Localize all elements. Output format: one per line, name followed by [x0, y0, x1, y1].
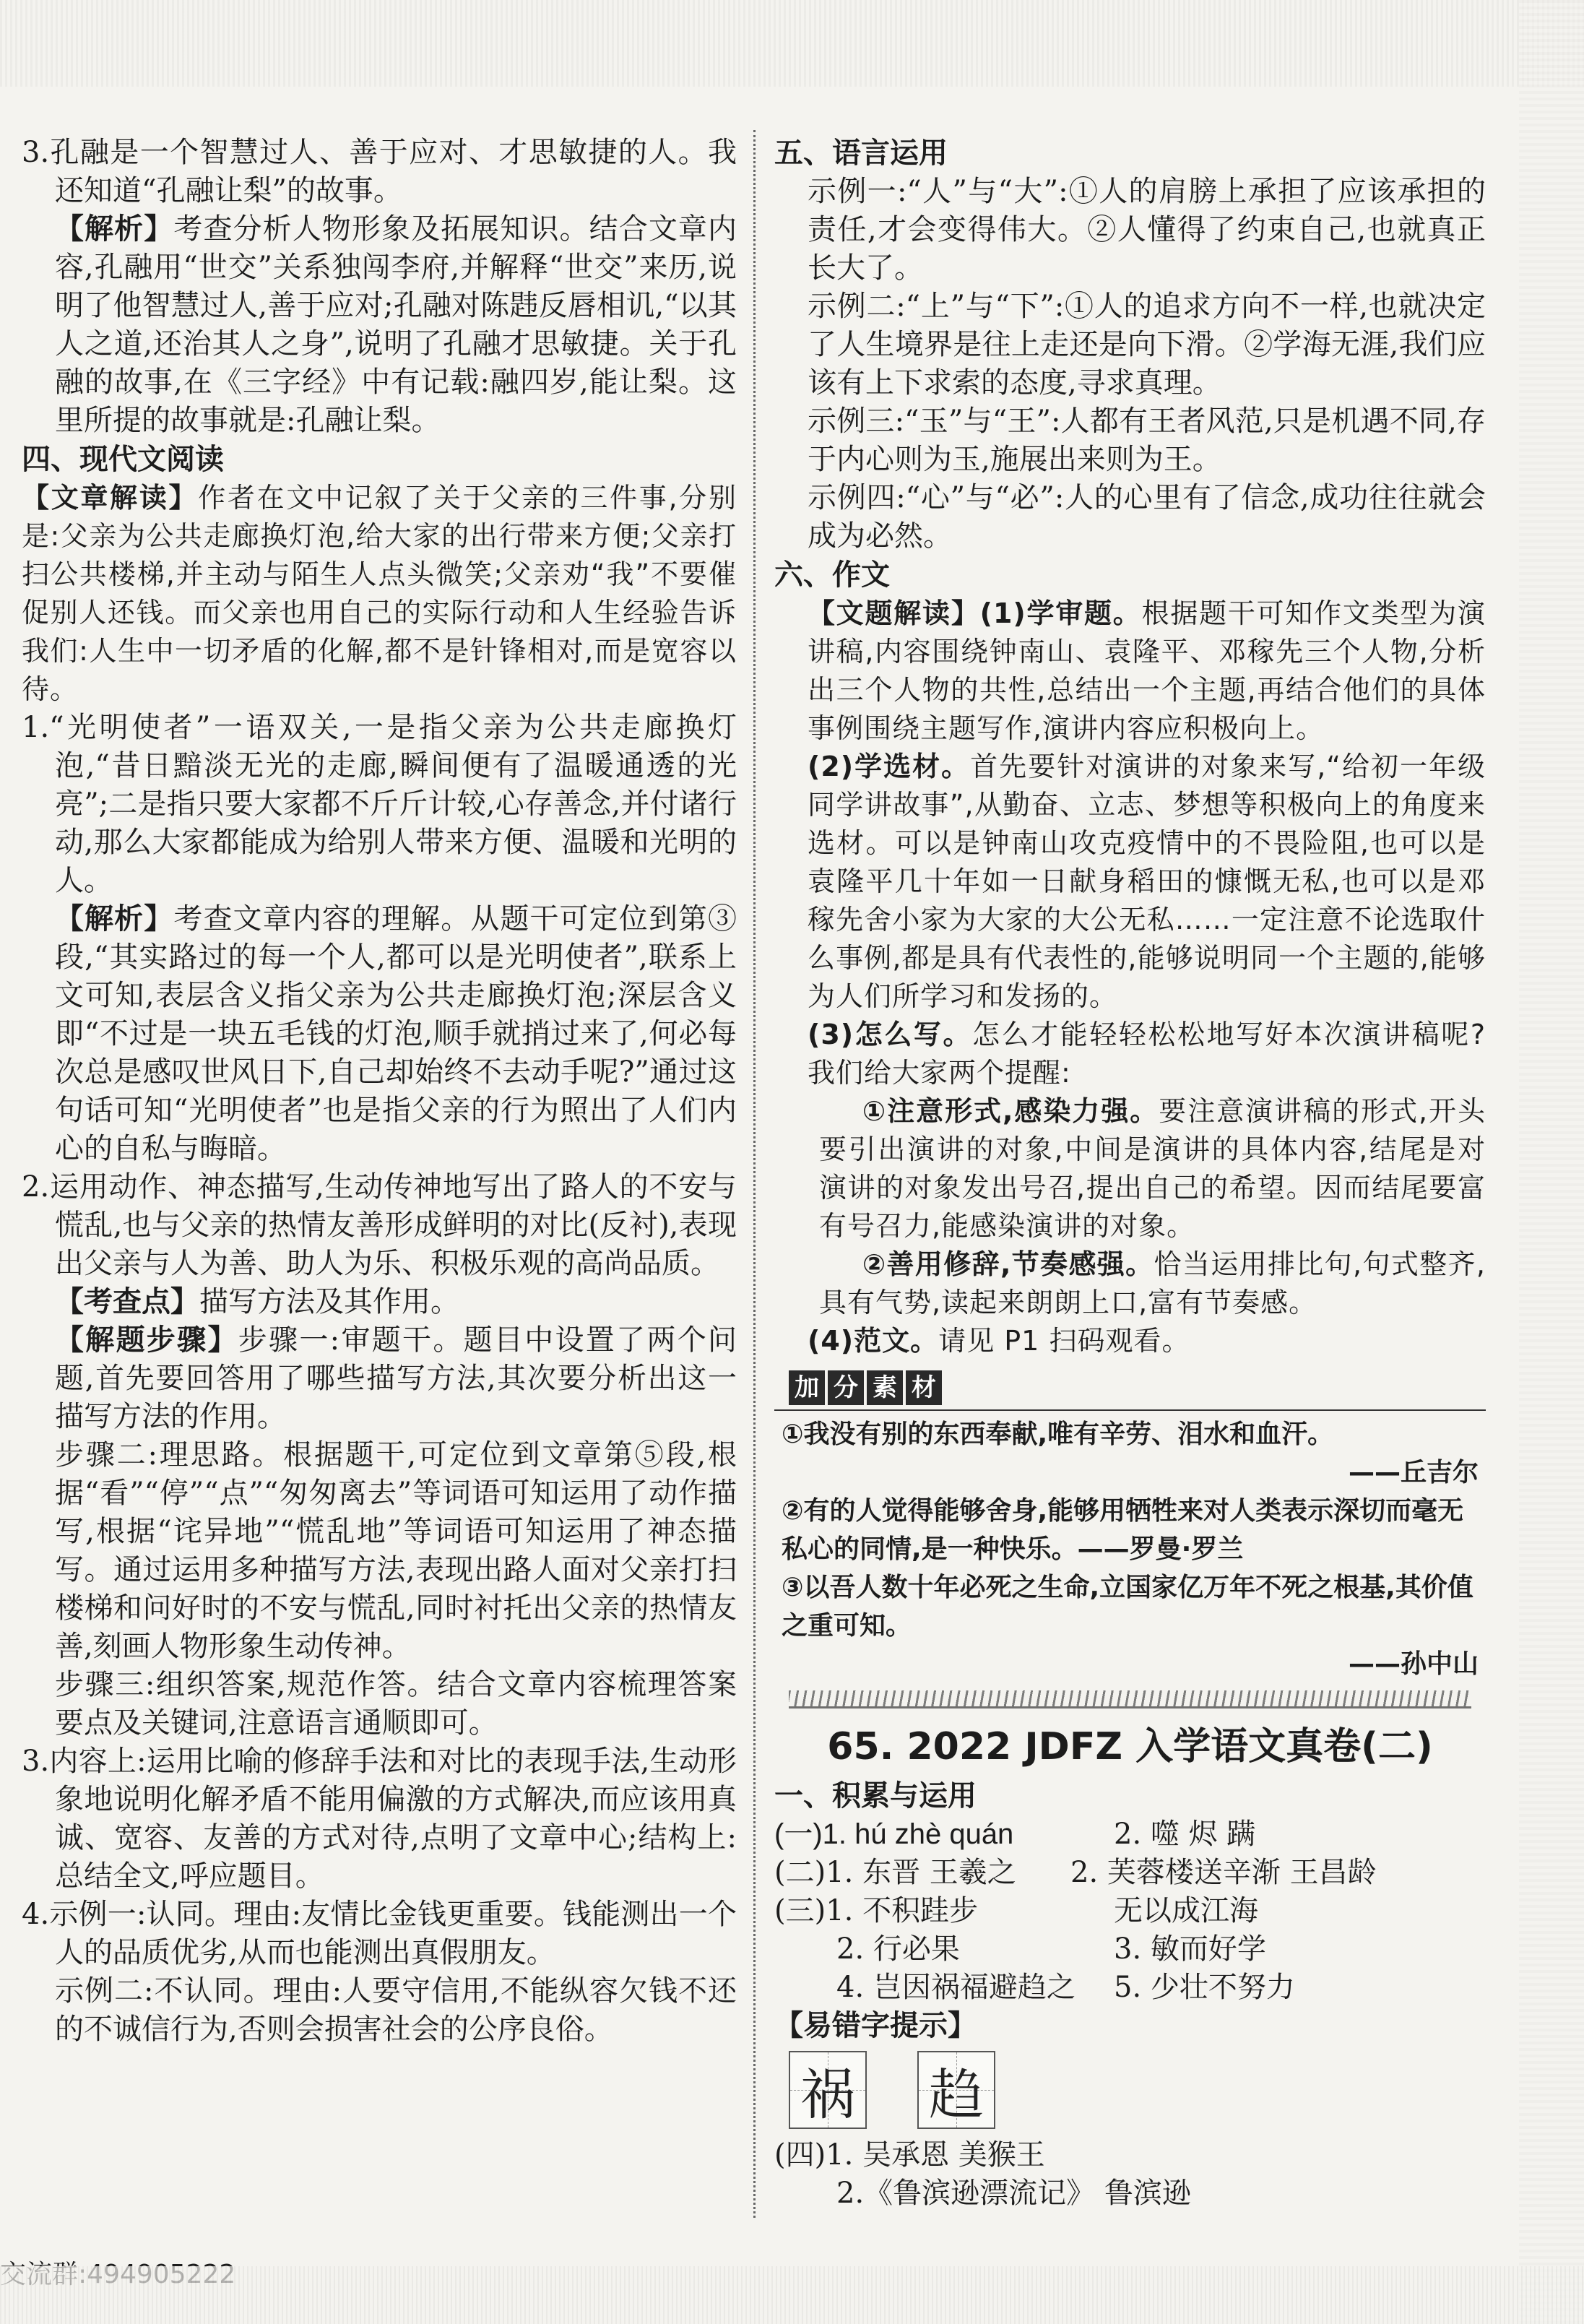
answer-4: 4.示例一:认同。理由:友情比金钱更重要。钱能测出一个人的品质优劣,从而也能测出真假朋友。 [22, 1898, 737, 1969]
example-1: 示例一:“人”与“大”:①人的肩膀上承担了应该承担的责任,才会变得伟大。②人懂得了约束自己,也就真正长大了。 [808, 175, 1486, 285]
answer-row-2 [774, 1854, 1486, 1892]
essay-step-1 [774, 595, 1486, 748]
answer-row-6 [774, 2136, 1486, 2174]
scan-noise-top [0, 0, 1584, 87]
answer-2-point [22, 1283, 737, 1321]
example-4: 示例四:“心”与“必”:人的心里有了信念,成功往往就会成为必然。 [808, 481, 1486, 553]
essay-step-3a-text: 要注意演讲稿的形式,开头要引出演讲的对象,中间是演讲的具体内容,结尾是对演讲的对象发出号召,提出自己的希望。因而结尾要富有号召力,能感染演讲的对象。 [819, 1095, 1486, 1242]
essay-step-3b [774, 1245, 1486, 1322]
answer-1: 1.“光明使者”一语双关,一是指父亲为公共走廊换灯泡,“昔日黯淡无光的走廊,瞬间便有了温暖通透的光亮”;二是指只要大家都不斤斤计较,心存善念,并付诸行动,那么大家都能成为给别人带来方便、温暖和光明的人。 [22, 711, 737, 897]
pinyin-answer: (一)1. hú zhè quán [774, 1818, 1014, 1850]
answer-3-analysis [22, 210, 737, 440]
essay-tag: 【文题解读】 [808, 597, 980, 629]
example-3: 示例三:“玉”与“王”:人都有王者风范,只是机遇不同,存于内心则为玉,施展出来则为王。 [808, 405, 1486, 476]
answer-row-4 [774, 1930, 1486, 1969]
fill-answer-1: (三)1. 不积跬步 [774, 1894, 979, 1927]
fill-answer-2: 2. 行必果 [836, 1932, 960, 1966]
literature-answer-1: (四)1. 吴承恩 美猴王 [774, 2138, 1045, 2172]
fill-answer-5: 5. 少壮不努力 [1114, 1971, 1295, 2004]
essay-step-3-text: 怎么才能轻轻松松地写好本次演讲稿呢?我们给大家两个提醒: [808, 1019, 1486, 1089]
steps-text-1: 步骤一:审题干。题目中设置了两个问题,首先要回答用了哪些描写方法,其次要分析出这一描写方法的作用。 [55, 1323, 737, 1433]
analysis-tag: 【解析】 [55, 902, 174, 936]
essay-step-1-head: (1)学审题。 [979, 597, 1142, 629]
scan-edge-right [1519, 0, 1584, 2324]
quote-3-author: ——孙中山 [1348, 1649, 1479, 1679]
char-huo: 祸 [800, 2062, 855, 2127]
poem-answer: 2. 芙蓉楼送辛渐 王昌龄 [1070, 1856, 1377, 1889]
essay-step-3 [774, 1016, 1486, 1092]
essay-step-1-text: 根据题干可知作文类型为演讲稿,内容围绕钟南山、袁隆平、邓稼先三个人物,分析出三个人物的共性,总结出一个主题,再结合他们的具体事例围绕主题写作,演讲内容应积极向上。 [808, 597, 1486, 744]
quote-1: ①我没有别的东西奉献,唯有辛劳、泪水和血汗。 [782, 1420, 1334, 1449]
analysis-text: 考查文章内容的理解。从题干可定位到第③段,“其实路过的每一个人,都可以是光明使者”,联系上文可知,表层含义指父亲为公共走廊换灯泡;深层含义即“不过是一块五毛钱的灯泡,顺手就捎过来了,何必每次总是感叹世风日下,自己却始终不去动手呢?”通过这句话可知“光明使者”也是指父亲的行为照出了人们内心的自私与晦暗。 [55, 902, 737, 1165]
fill-answer-3: 3. 敏而好学 [1114, 1932, 1266, 1966]
answer-2-steps-2: 步骤二:理思路。根据题干,可定位到文章第⑤段,根据“看”“停”“点”“匆匆离去”等词语可知运用了动作描写,根据“诧异地”“慌乱地”等词语可知运用了神态描写。通过运用多种描写方法,表现出路人面对父亲打扫楼梯和问好时的不安与慌乱,同时衬托出父亲的热情友善,刻画人物形象生动传神。 [55, 1438, 737, 1663]
column-divider [753, 130, 756, 2218]
answer-2: 2.运用动作、神态描写,生动传神地写出了路人的不安与慌乱,也与父亲的热情友善形成鲜明的对比(反衬),表现出父亲与人为善、助人为乐、积极乐观的高尚品质。 [22, 1170, 737, 1280]
point-text: 描写方法及其作用。 [199, 1285, 459, 1318]
error-char-tip-heading: 【易错字提示】 [774, 2009, 977, 2042]
scan-noise-bottom [0, 2266, 1584, 2324]
article-interpretation [22, 479, 737, 709]
answer-3: 3.内容上:运用比喻的修辞手法和对比的表现手法,生动形象地说明化解矛盾不能用偏激的方式解决,而应该用真诚、宽容、友善的方式对待,点明了文章中心;结构上:总结全文,呼应题目。 [22, 1745, 737, 1893]
answer-row-5 [774, 1969, 1486, 2007]
analysis-text: 考查分析人物形象及拓展知识。结合文章内容,孔融用“世交”关系独闯李府,并解释“世交”来历,说明了他智慧过人,善于应对;孔融对陈韪反唇相讥,“以其人之道,还治其人之身”,说明了孔融才思敏捷。关于孔融的故事,在《三字经》中有记载:融四岁,能让梨。这里所提的故事就是:孔融让梨。 [55, 212, 737, 437]
char-qu: 趋 [929, 2062, 984, 2127]
bonus-material-banner [789, 1370, 1486, 1405]
quote-1-author: ——丘吉尔 [1348, 1458, 1479, 1487]
example-2: 示例二:“上”与“下”:①人的追求方向不一样,也就决定了人生境界是往上走还是向下滑。②学海无涯,我们应该有上下求索的态度,寻求真理。 [808, 290, 1486, 399]
essay-step-3a [774, 1092, 1486, 1245]
left-column [22, 134, 737, 2049]
bonus-char-4: 材 [906, 1370, 942, 1405]
answer-row-1 [774, 1815, 1486, 1854]
answer-4-example-2: 示例二:不认同。理由:人要守信用,不能纵容欠钱不还的不诚信行为,否则会损害社会的公序良俗。 [55, 1974, 737, 2046]
analysis-tag: 【解析】 [55, 212, 174, 246]
quote-3: ③以吾人数十年必死之生命,立国家亿万年不死之根基,其价值之重可知。 [782, 1573, 1473, 1641]
answer-3-kongrong: 3.孔融是一个智慧过人、善于应对、才思敏捷的人。我还知道“孔融让梨”的故事。 [22, 136, 737, 207]
essay-step-3b-head: ②善用修辞,节奏感强。 [862, 1248, 1154, 1280]
error-char-boxes [789, 2051, 1486, 2129]
bonus-char-2: 分 [828, 1370, 864, 1405]
essay-step-2-head: (2)学选材。 [808, 751, 971, 782]
answer-1-analysis [22, 900, 737, 1168]
article-interpretation-tag: 【文章解读】 [22, 482, 199, 514]
essay-step-3-head: (3)怎么写。 [808, 1019, 973, 1050]
point-tag: 【考查点】 [55, 1285, 199, 1318]
bonus-char-3: 素 [867, 1370, 903, 1405]
section-4-heading: 四、现代文阅读 [22, 443, 224, 476]
steps-tag: 【解题步骤】 [55, 1323, 238, 1357]
divider-stripe [789, 1690, 1472, 1709]
right-column [774, 134, 1486, 2213]
essay-step-4 [774, 1322, 1486, 1360]
answer-row-7 [774, 2174, 1486, 2213]
char-answer: 2. 噬 烬 蹒 [1114, 1818, 1256, 1851]
bonus-material-box [774, 1409, 1486, 1683]
quote-2: ②有的人觉得能够舍身,能够用牺牲来对人类表示深切而毫无私心的同情,是一种快乐。——罗曼·罗兰 [782, 1496, 1464, 1564]
article-interpretation-text: 作者在文中记叙了关于父亲的三件事,分别是:父亲为公共走廊换灯泡,给大家的出行带来方便;父亲打扫公共楼梯,并主动与陌生人点头微笑;父亲劝“我”不要催促别人还钱。而父亲也用自己的实际行动和人生经验告诉我们:人生中一切矛盾的化解,都不是针锋相对,而是宽容以待。 [22, 482, 737, 705]
essay-step-3a-head: ①注意形式,感染力强。 [862, 1095, 1159, 1127]
answer-2-steps-1 [22, 1321, 737, 1436]
essay-step-4-head: (4)范文。 [808, 1325, 939, 1357]
author-answer: (二)1. 东晋 王羲之 [774, 1856, 1016, 1889]
char-grid-box [789, 2051, 867, 2129]
section-1-heading: 一、积累与运用 [774, 1779, 977, 1813]
section-6-heading: 六、作文 [774, 558, 890, 592]
essay-step-2 [774, 748, 1486, 1016]
essay-step-4-text: 请见 P1 扫码观看。 [938, 1325, 1190, 1357]
fill-answer-1b: 无以成江海 [1114, 1894, 1258, 1927]
essay-step-2-text: 首先要针对演讲的对象来写,“给初一年级同学讲故事”,从勤奋、立志、梦想等积极向上的角度来选材。可以是钟南山攻克疫情中的不畏险阻,也可以是袁隆平几十年如一日献身稻田的慷慨无私,也可以是邓稼先舍小家为大家的大公无私……一定注意不论选取什么事例,都是具有代表性的,能够说明同一个主题的,能够为人们所学习和发扬的。 [808, 751, 1486, 1012]
char-grid-box [917, 2051, 995, 2129]
bonus-char-1: 加 [789, 1370, 825, 1405]
exam-title: 65. 2022 JDFZ 入学语文真卷(二) [827, 1725, 1433, 1768]
answer-2-steps-3: 步骤三:组织答案,规范作答。结合文章内容梳理答案要点及关键词,注意语言通顺即可。 [55, 1668, 737, 1740]
section-5-heading: 五、语言运用 [774, 137, 948, 170]
fill-answer-4: 4. 岂因祸福避趋之 [836, 1971, 1076, 2004]
essay-step-3b-text: 恰当运用排比句,句式整齐,具有气势,读起来朗朗上口,富有节奏感。 [819, 1248, 1486, 1318]
answer-row-3 [774, 1892, 1486, 1930]
literature-answer-2: 2.《鲁滨逊漂流记》 鲁滨逊 [836, 2177, 1191, 2210]
